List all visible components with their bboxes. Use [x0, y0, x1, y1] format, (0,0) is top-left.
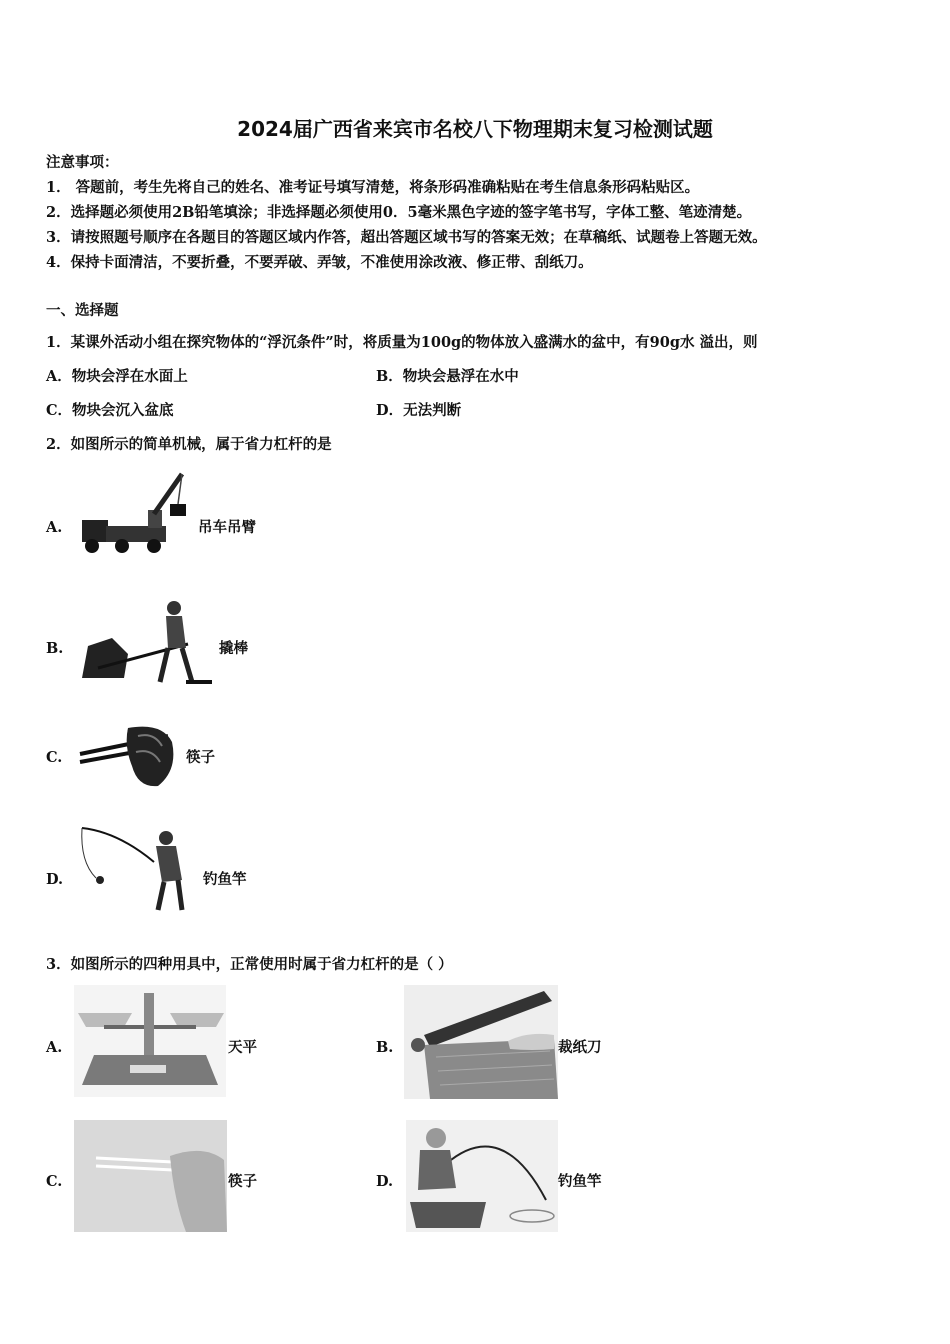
q2-option-b-caption: 撬棒 — [219, 640, 248, 657]
q2-option-c-letter[interactable]: C. — [46, 749, 63, 766]
q3-option-b-caption: 裁纸刀 — [558, 1039, 602, 1056]
q3-option-c-letter[interactable]: C. — [46, 1173, 63, 1190]
note-item-4: 4．保持卡面清洁，不要折叠，不要弄破、弄皱，不准使用涂改液、修正带、刮纸刀。 — [46, 254, 593, 271]
q3-option-d-letter[interactable]: D. — [376, 1173, 394, 1190]
q1-option-b[interactable] — [376, 367, 519, 387]
crane-truck-image — [78, 470, 198, 560]
page-title: 2024届广西省来宾市名校八下物理期末复习检测试题 — [237, 117, 713, 141]
q2-stem: 2．如图所示的简单机械，属于省力杠杆的是 — [46, 436, 332, 453]
option-letter: A． — [46, 368, 72, 385]
chopsticks-photo-image — [74, 1120, 227, 1232]
option-letter: C． — [46, 402, 73, 419]
q1-option-d[interactable] — [376, 401, 461, 421]
q3-option-a-letter[interactable]: A. — [46, 1039, 63, 1056]
note-item-1: 1． 答题前，考生先将自己的姓名、准考证号填写清楚，将条形码准确粘贴在考生信息条形码粘贴区。 — [46, 179, 700, 196]
q3-stem: 3．如图所示的四种用具中，正常使用时属于省力杠杆的是（ ） — [46, 956, 453, 973]
balance-scale-image — [74, 985, 226, 1097]
q2-option-a-letter[interactable]: A. — [46, 519, 63, 536]
fishing-cartoon-image — [406, 1120, 558, 1232]
q2-option-a-caption: 吊车吊臂 — [198, 519, 256, 536]
section-heading: 一、选择题 — [46, 302, 119, 319]
q3-option-a-caption: 天平 — [228, 1039, 257, 1056]
option-text: 物块会悬浮在水中 — [402, 368, 519, 385]
notes-heading: 注意事项： — [46, 154, 119, 171]
crowbar-image — [78, 598, 218, 688]
option-text: 物块会沉入盆底 — [72, 402, 174, 419]
q2-option-d-letter[interactable]: D. — [46, 871, 64, 888]
q3-option-d-caption: 钓鱼竿 — [558, 1173, 602, 1190]
note-item-3: 3．请按照题号顺序在各题目的答题区域内作答，超出答题区域书写的答案无效；在草稿纸、试题卷上答题无效。 — [46, 229, 767, 246]
q1-option-a[interactable] — [46, 367, 188, 387]
option-letter: B． — [376, 368, 403, 385]
option-letter: D． — [376, 402, 404, 419]
q3-option-b-letter[interactable]: B. — [376, 1039, 394, 1056]
paper-cutter-image — [404, 985, 558, 1099]
q2-option-b-letter[interactable]: B. — [46, 640, 64, 657]
option-text: 物块会浮在水面上 — [71, 368, 188, 385]
note-item-2: 2．选择题必须使用2B铅笔填涂；非选择题必须使用0．5毫米黑色字迹的签字笔书写，字体工整、笔迹清楚。 — [46, 204, 752, 221]
q1-stem: 1．某课外活动小组在探究物体的“浮沉条件”时，将质量为100g的物体放入盛满水的盆中，有90g水 溢出，则 — [46, 334, 758, 351]
q1-option-c[interactable] — [46, 401, 174, 421]
chopsticks-hand-image — [78, 722, 178, 792]
q2-option-c-caption: 筷子 — [186, 749, 215, 766]
q3-option-c-caption: 筷子 — [228, 1173, 257, 1190]
fishing-man-image — [78, 822, 198, 917]
option-text: 无法判断 — [403, 402, 462, 419]
q2-option-d-caption: 钓鱼竿 — [203, 871, 247, 888]
